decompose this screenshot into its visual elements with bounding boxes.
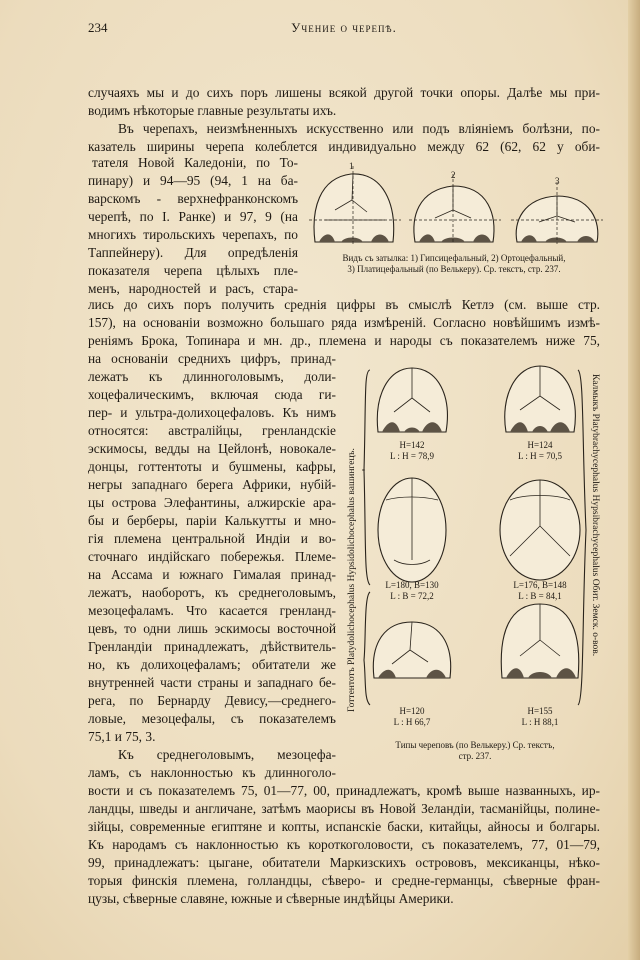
skull-hottentot-top <box>378 478 446 582</box>
figure2-caption-line2: стр. 237. <box>458 751 492 761</box>
text-line: лежатъ, наоборотъ, къ среднеголовымъ, <box>88 585 336 600</box>
running-title: Учение о черепѣ. <box>291 20 397 35</box>
fig2-left-1-line1: H=142 <box>399 440 425 450</box>
fig2-right-1-line2: L : H = 70,5 <box>518 451 562 461</box>
skull-platycephalic-drawing <box>511 182 603 244</box>
text-line: Гренландіи принадлежатъ, дѣйствитель- <box>88 639 336 654</box>
text-line: 99, принадлежатъ: цыгане, обитатели Маркизскихъ острововъ, мексиканцы, нѣко- <box>88 855 600 870</box>
skull-kalmyk-side <box>501 604 578 678</box>
figure1-caption-line1: Видъ съ затылка: 1) Гипсицефальный, 2) Ортоцефальный, <box>342 253 566 263</box>
figure1-label-2: 2 <box>451 170 456 180</box>
left-brace-bottom <box>364 592 370 705</box>
figure1-caption-line2: 3) Платицефальный (по Велькеру). Ср. текстъ, стр. 237. <box>347 264 561 274</box>
fig2-right-vertical-label: Калмыкъ Platybrachycephalus Hypsibrachycephalus Обит. Земск. о-вов. <box>590 374 600 657</box>
fig2-left-3-line1: H=120 <box>399 706 425 716</box>
text-line: 157), на основаніи возможно большаго ряда измѣреній. Согласно новѣйшимъ измѣ- <box>88 315 600 330</box>
text-line: зійцы, современные египтяне и копты, испанскіе баски, китайцы, айносы и болгары. <box>88 819 600 834</box>
text-line: эскимосы, ведды на Цейлонѣ, новокале- <box>88 441 336 456</box>
figure1-label-3: 3 <box>555 176 560 186</box>
skull-orthocephalic-drawing <box>409 174 501 244</box>
page-number: 234 <box>88 20 108 35</box>
text-line: торыя финскія племена, голландцы, сѣверо- и средне-германцы, сѣверные фран- <box>88 873 600 888</box>
text-line: показателя черепа цѣлыхъ пле- <box>88 263 298 278</box>
fig2-left-2-line2: L : B = 72,2 <box>390 591 434 601</box>
skull-hottentot-rear <box>377 368 447 432</box>
fig2-left-2-line1: L=180, B=130 <box>385 580 439 590</box>
text-line: Въ черепахъ, неизмѣненныхъ искусственно или подъ вліяніемъ болѣзни, по- <box>118 121 600 136</box>
text-line: но, къ долихоцефаламъ; обитатели же <box>88 657 336 672</box>
fig2-left-3-line2: L : H 66,7 <box>393 717 431 727</box>
text-line: случаяхъ мы и до сихъ поръ лишены всякой другой точки опоры. Далѣе мы при- <box>88 85 600 100</box>
fig2-left-1-line2: L : H = 78,9 <box>390 451 434 461</box>
fig2-left-vertical-label: Готтентотъ Platydolichocephalus Hypsidolichocephalus вашингецъ. <box>347 448 357 712</box>
text-line: цевъ, то одни лишь эскимосы восточной <box>88 621 336 636</box>
text-line: Таппейнеру). Для опредѣленія <box>88 245 298 260</box>
text-line: реніямъ Брока, Топинара и мн. др., племена и народы съ показателемъ ниже 75, <box>88 333 600 348</box>
fig2-right-3-line2: L : H 88,1 <box>521 717 559 727</box>
fig2-right-2-line2: L : B = 84,1 <box>518 591 562 601</box>
fig2-right-1-line1: H=124 <box>527 440 553 450</box>
skull-hottentot-side <box>373 622 450 678</box>
figure1-label-1: 1 <box>349 161 354 171</box>
fig2-right-3-line1: H=155 <box>527 706 553 716</box>
text-line: черепѣ, по І. Ранке) и 97, 9 (на <box>88 209 298 224</box>
text-line: казатель ширины черепа колеблется индивидуально между 62 (62, 62 у оби- <box>88 139 600 154</box>
text-line: пинару) и 94—95 (94, 1 на ба- <box>88 173 298 188</box>
text-line: ламъ, съ наклонностью къ длинноголо- <box>88 765 336 780</box>
text-line: водимъ нѣкоторые главные результаты ихъ. <box>88 103 337 118</box>
page-header <box>88 20 600 38</box>
left-brace-top <box>363 370 370 585</box>
fig2-right-2-line1: L=176, B=148 <box>513 580 567 590</box>
text-line: мезоцефаламъ. Что касается гренланд- <box>88 603 336 618</box>
text-line: негры западнаго берега Африки, нубій- <box>88 477 336 492</box>
text-line: лись до сихъ поръ получить среднія цифры въ смыслѣ Кетлэ (см. выше стр. <box>88 297 600 312</box>
figure2-caption-line1: Типы череповъ (по Велькеру.) Ср. текстъ, <box>395 740 555 750</box>
text-line: цузы, сѣверные славяне, южные и сѣверные индѣйцы Америки. <box>88 891 454 906</box>
text-line: сточнаго индійскаго побережья. Племе- <box>88 549 336 564</box>
text-line: относятся: австралійцы, гренландскіе <box>88 423 336 438</box>
text-line: 75,1 и 75, 3. <box>88 729 156 744</box>
text-line: донцы, готтентоты и бушмены, кафры, <box>88 459 336 474</box>
skull-hypsicephalic-drawing <box>309 166 401 244</box>
binding-gutter <box>628 0 640 960</box>
skull-kalmyk-rear <box>505 366 576 432</box>
figure-skull-types <box>360 360 590 720</box>
text-line: бы и берберы, паріи Калькутты и мно- <box>88 513 336 528</box>
text-line: гія племена центральной Индіи и во- <box>88 531 336 546</box>
text-line: рега, по Бернарду Девису,—среднего- <box>88 693 336 708</box>
text-line: лежатъ къ длинноголовымъ, доли- <box>88 369 336 384</box>
text-line: тателя Новой Каледоніи, по То- <box>92 155 298 170</box>
text-line: вости и съ показателемъ 75, 01—77, 00, принадлежатъ, кромѣ выше названныхъ, ир- <box>88 783 600 798</box>
text-line: Къ среднеголовымъ, мезоцефа- <box>118 747 336 762</box>
text-line: варскомъ - верхнефранконскомъ <box>88 191 298 206</box>
text-line: Къ народамъ съ наклонностью къ короткоголовости, съ показателемъ, 77, 01—79, <box>88 837 600 852</box>
text-line: цы острова Элефантины, алжирскіе ара- <box>88 495 336 510</box>
text-line: хоцефалическимъ, включая сюда ги- <box>88 387 336 402</box>
text-line: многихъ тирольскихъ черепахъ, по <box>88 227 298 242</box>
text-line: пер- и ультра-долихоцефаловъ. Къ нимъ <box>88 405 336 420</box>
text-line: внутренней части страны и западнаго бе- <box>88 675 336 690</box>
text-line: менъ, народностей и расъ, стара- <box>88 281 298 296</box>
skull-kalmyk-top <box>500 480 580 580</box>
text-line: на Ассама и южнаго Гималая принад- <box>88 567 336 582</box>
text-line: ловые, мезоцефалы, съ показателемъ <box>88 711 336 726</box>
text-line: на основаніи среднихъ цифръ, принад- <box>88 351 336 366</box>
text-line: ландцы, шведы и англичане, затѣмъ маорисы въ Новой Зеландіи, тасманійцы, полине- <box>88 801 600 816</box>
